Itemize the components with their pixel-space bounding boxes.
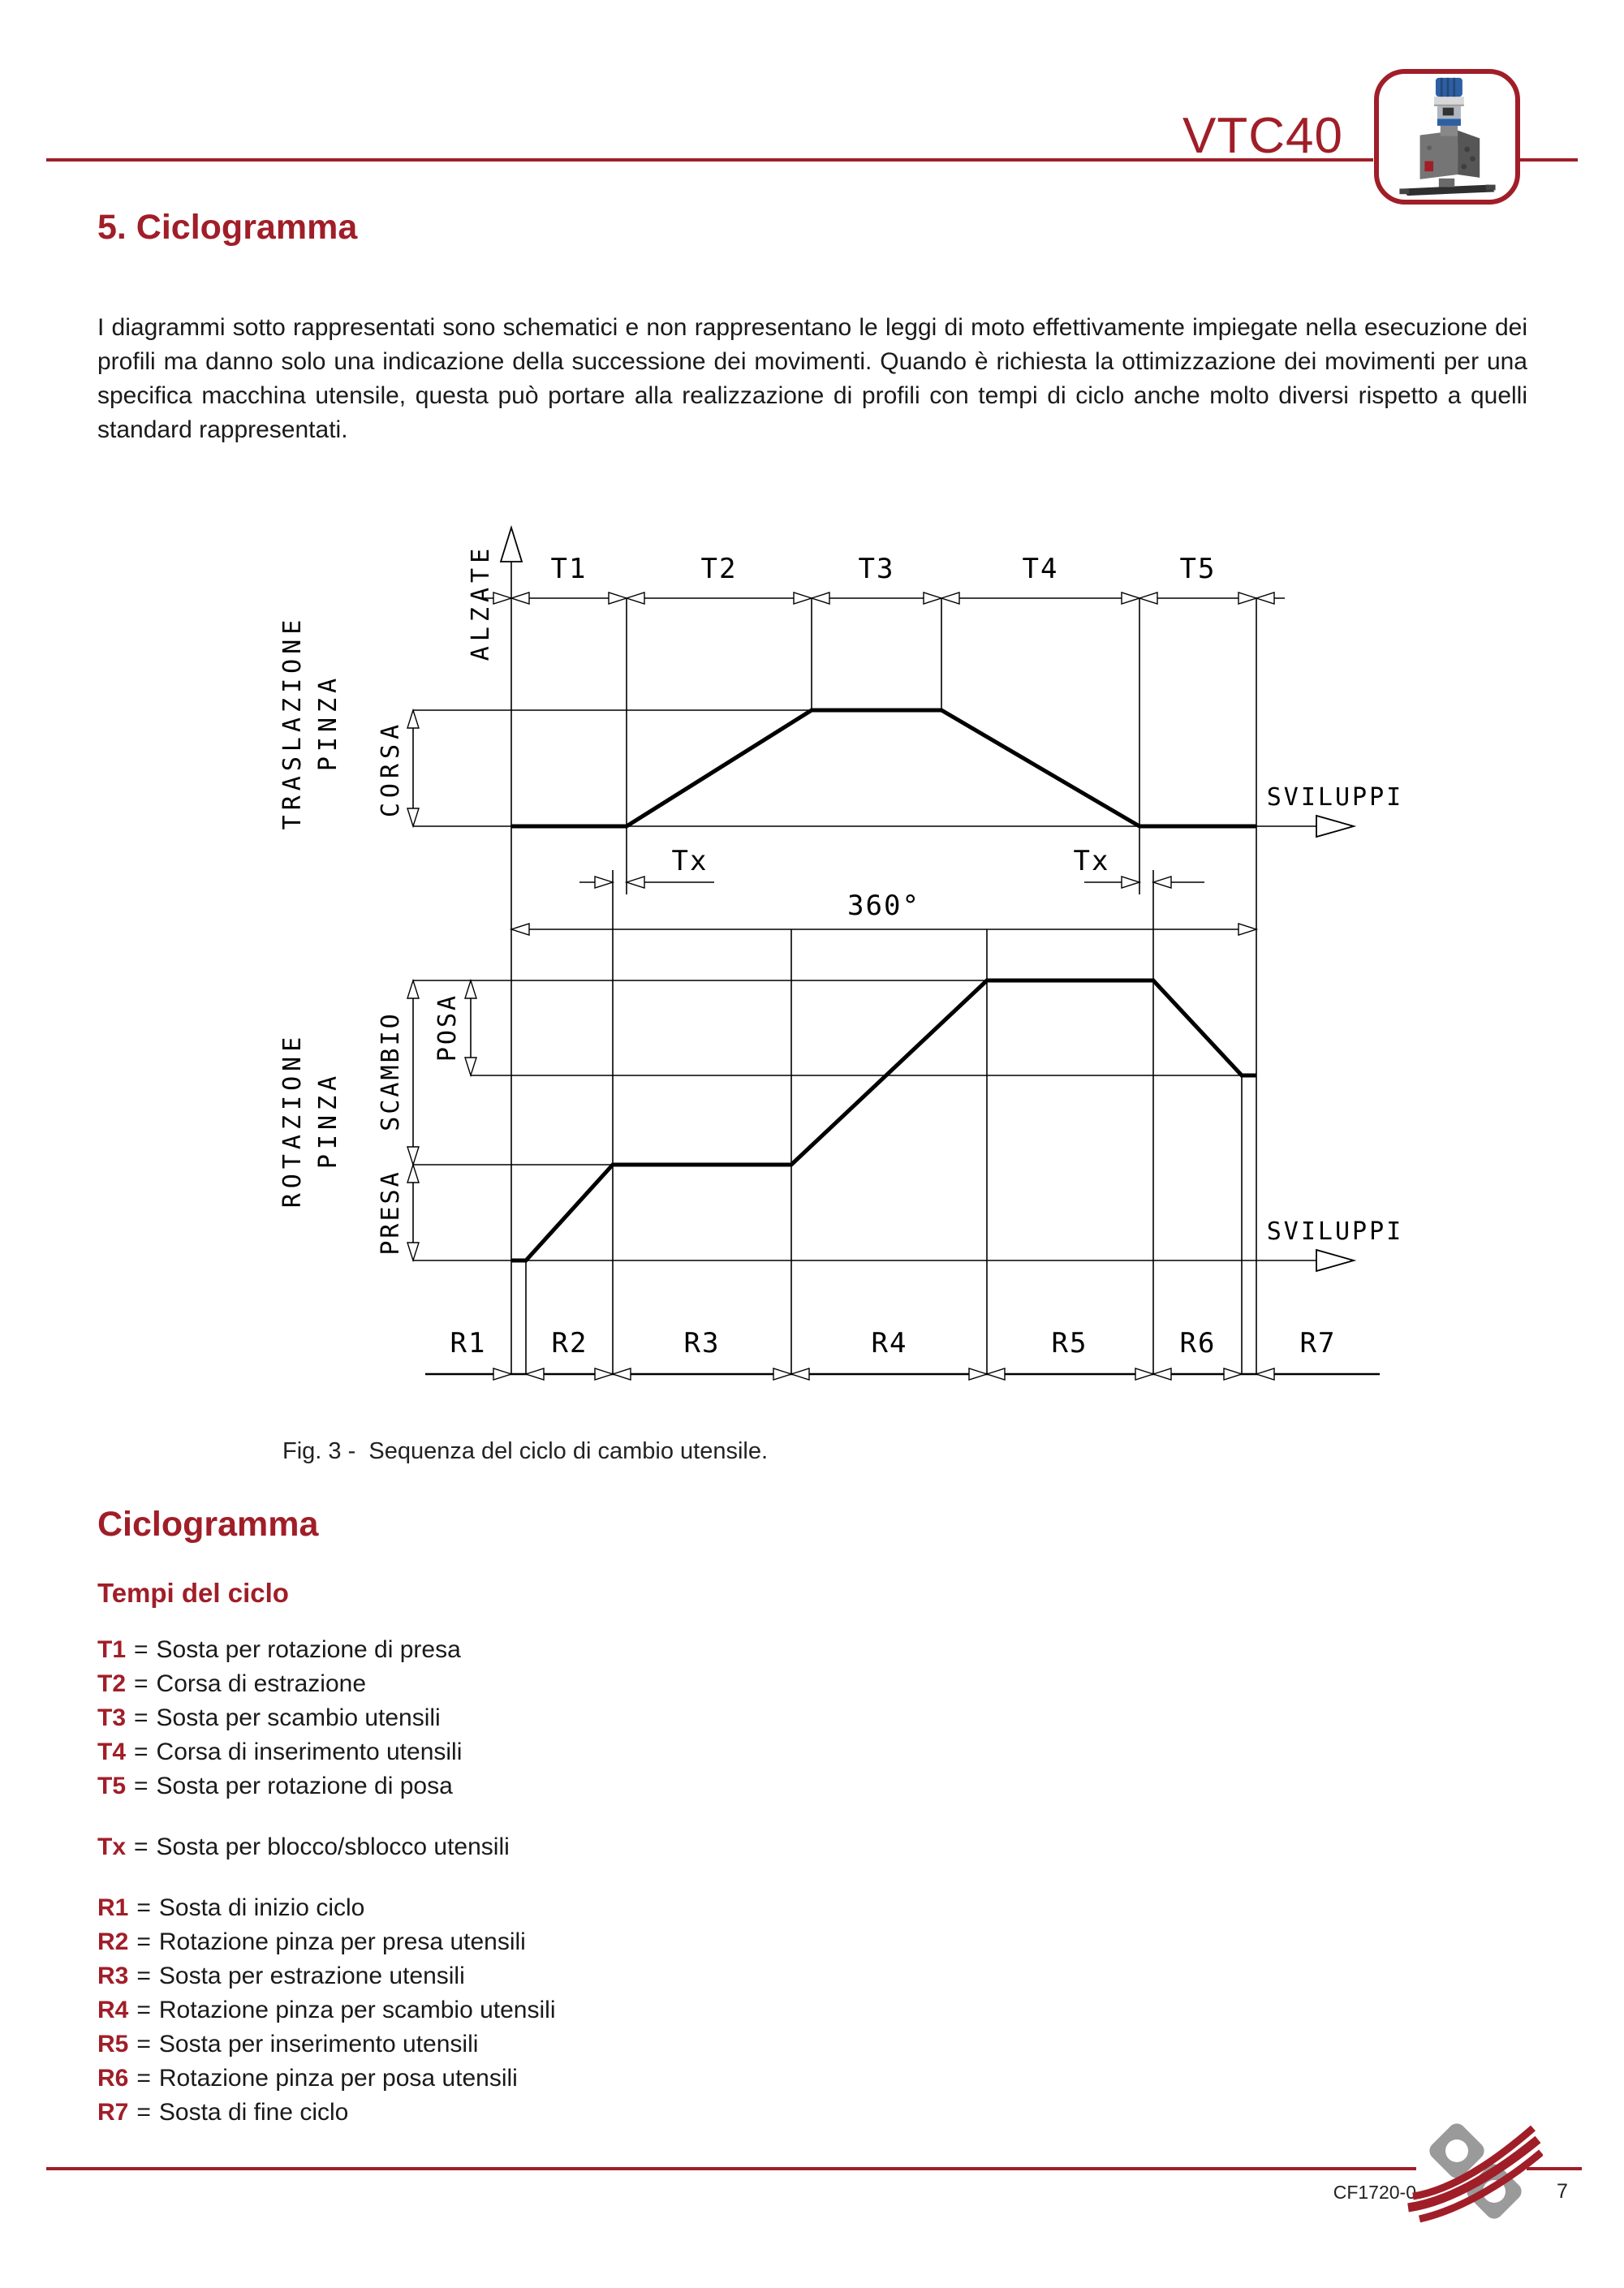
rotation-profile: [511, 980, 1256, 1260]
definition-key: R2: [97, 1928, 129, 1955]
definition-text: Sosta di fine ciclo: [158, 2099, 349, 2126]
list-item: [97, 1891, 556, 1925]
definition-text: Corsa di inserimento utensili: [156, 1739, 463, 1765]
list-item: [97, 1735, 462, 1769]
equals-sign: =: [134, 1636, 149, 1663]
r1-segment-label: R1: [450, 1327, 487, 1359]
definition-text: Corsa di estrazione: [156, 1670, 367, 1697]
motion-profiles: [511, 710, 1256, 1260]
subsection-title: Ciclogramma: [97, 1505, 319, 1544]
list-item: [97, 2062, 556, 2096]
product-title: VTC40: [1182, 108, 1343, 164]
tx-label-left: Tx: [671, 845, 709, 877]
scambio-level-label: SCAMBIO: [377, 1011, 405, 1131]
r3-segment-label: R3: [683, 1327, 721, 1359]
definition-key: R4: [97, 1997, 129, 2023]
t3-segment-label: T3: [858, 553, 895, 585]
list-item: [97, 1993, 556, 2027]
list-item: [97, 1769, 462, 1803]
rotazione-label: ROTAZIONE: [278, 1032, 307, 1209]
translation-profile: [511, 710, 1256, 826]
section-title: 5. Ciclogramma: [97, 208, 358, 247]
definition-text: Sosta per rotazione di presa: [156, 1636, 461, 1663]
presa-level-label: PRESA: [377, 1170, 405, 1256]
tx-definition-line: [97, 1830, 510, 1864]
definition-text: Sosta per rotazione di posa: [156, 1773, 453, 1799]
definition-key: R1: [97, 1894, 129, 1921]
list-item: [97, 1925, 556, 1959]
list-title: Tempi del ciclo: [97, 1578, 289, 1608]
equals-sign: =: [136, 2065, 151, 2092]
r2-segment-label: R2: [551, 1327, 588, 1359]
sviluppi-label-top: SVILUPPI: [1266, 783, 1404, 812]
figure-caption: Fig. 3 - Sequenza del ciclo di cambio utensile.: [282, 1438, 769, 1464]
corsa-label: CORSA: [377, 719, 405, 818]
equals-sign: =: [136, 1894, 151, 1921]
r4-segment-label: R4: [871, 1327, 908, 1359]
definition-text: Rotazione pinza per scambio utensili: [158, 1997, 556, 2023]
alzate-axis-label: ALZATE: [467, 543, 495, 661]
definition-text: Rotazione pinza per presa utensili: [158, 1928, 526, 1955]
equals-sign: =: [136, 1963, 151, 1989]
rotazione-pinza-label: PINZA: [314, 1071, 342, 1170]
definition-key: T3: [97, 1704, 127, 1731]
r5-segment-label: R5: [1051, 1327, 1088, 1359]
posa-dim-label: POSA: [433, 993, 462, 1062]
diagram-construction-lines: [413, 558, 1316, 1374]
header-product-image-box: [1374, 69, 1520, 205]
rotation-360-label: 360°: [847, 890, 920, 922]
definition-text: Sosta per scambio utensili: [156, 1704, 441, 1731]
dimension-arrowheads: [407, 528, 1354, 1380]
logo-graphic: [1408, 2120, 1541, 2222]
definition-key: R7: [97, 2099, 129, 2126]
tool-changer-illustration: [1399, 78, 1495, 196]
traslazione-pinza-label: PINZA: [314, 673, 342, 772]
page-number: 7: [1557, 2180, 1568, 2203]
definition-text: Sosta per estrazione utensili: [158, 1963, 465, 1989]
equals-sign: =: [136, 1997, 151, 2023]
header-rule-right: [1518, 158, 1578, 162]
t4-segment-label: T4: [1022, 553, 1059, 585]
list-item: [97, 1959, 556, 1993]
equals-sign: =: [136, 1928, 151, 1955]
definition-key: T1: [97, 1636, 127, 1663]
list-item: [97, 1633, 462, 1667]
definition-key: R5: [97, 2031, 129, 2057]
definition-key: T2: [97, 1670, 127, 1697]
list-item: [97, 1830, 510, 1864]
definition-key: Tx: [97, 1833, 127, 1860]
sviluppi-label-bottom: SVILUPPI: [1266, 1217, 1404, 1246]
definition-key: R3: [97, 1963, 129, 1989]
traslazione-label: TRASLAZIONE: [278, 614, 307, 830]
definition-text: Sosta di inizio ciclo: [158, 1894, 365, 1921]
equals-sign: =: [134, 1670, 149, 1697]
cycle-diagram: [203, 511, 1428, 1407]
footer-rule-left: [46, 2167, 1416, 2170]
t-definitions-list: [97, 1633, 462, 1803]
equals-sign: =: [134, 1704, 149, 1731]
equals-sign: =: [134, 1773, 149, 1799]
definition-text: Sosta per inserimento utensili: [158, 2031, 479, 2057]
equals-sign: =: [134, 1739, 149, 1765]
definition-text: Sosta per blocco/sblocco utensili: [156, 1833, 510, 1860]
t2-segment-label: T2: [700, 553, 738, 585]
r7-segment-label: R7: [1299, 1327, 1337, 1359]
document-code: CF1720-0: [1333, 2182, 1416, 2203]
list-item: [97, 2027, 556, 2062]
list-item: [97, 1701, 462, 1735]
equals-sign: =: [136, 2099, 151, 2126]
r-definitions-list: [97, 1891, 556, 2130]
equals-sign: =: [134, 1833, 149, 1860]
r6-segment-label: R6: [1179, 1327, 1217, 1359]
list-item: [97, 2096, 556, 2130]
definition-text: Rotazione pinza per posa utensili: [158, 2065, 518, 2092]
equals-sign: =: [136, 2031, 151, 2057]
definition-key: T5: [97, 1773, 127, 1799]
tx-label-right: Tx: [1073, 845, 1110, 877]
t5-segment-label: T5: [1179, 553, 1217, 585]
definition-key: R6: [97, 2065, 129, 2092]
intro-paragraph: I diagrammi sotto rappresentati sono schematici e non rappresentano le leggi di moto effettivamente impiegate nella esecuzione dei profili ma danno solo una indicazione della successione dei movimenti. Quando è richiesta la ottimizzazione dei movimenti per una specifica macchina utensile, questa può portare alla realizzazione di profili con tempi di ciclo anche molto diversi rispetto a quelli standard rappresentati.: [97, 314, 1527, 443]
company-logo: [1406, 2117, 1543, 2230]
tool-changer-image: [1379, 74, 1515, 200]
t1-segment-label: T1: [550, 553, 588, 585]
list-item: [97, 1667, 462, 1701]
definition-key: T4: [97, 1739, 127, 1765]
